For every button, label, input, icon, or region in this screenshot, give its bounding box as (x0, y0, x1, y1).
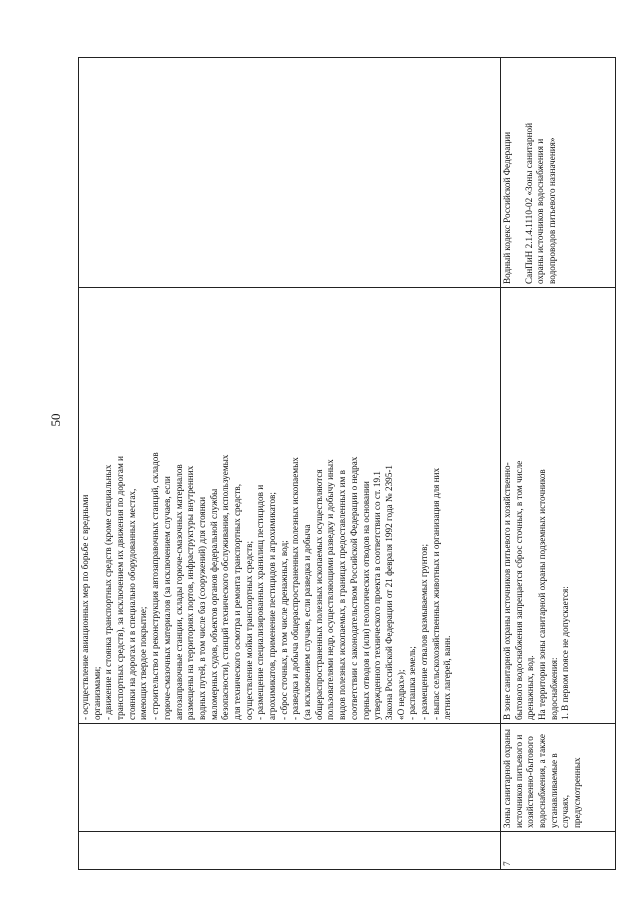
text-line: маломерных судов, объектов органов федеральной службы (208, 488, 219, 720)
regulation-table (78, 57, 616, 870)
text-line: для технического осмотра и ремонта транспортных средств, (231, 483, 242, 720)
text-line: водоснабжения: (548, 657, 559, 720)
text-line: охраны источников водоснабжения и (535, 138, 546, 284)
text-line: горюче-смазочных материалов (за исключением случаев, если (161, 476, 172, 720)
text-line: пользователями недр, осуществляющими разведку и добычу иных (325, 459, 336, 720)
text-line: На территории зоны санитарной охраны подземных источников (537, 469, 548, 720)
text-line: бытового водоснабжения запрещается сброс сточных, в том числе (513, 460, 524, 720)
text-line: утвержденного технического проекта в соответствии со ст. 19.1 (372, 471, 383, 720)
text-line: - осуществление авиационных мер по борьбе с вредными (80, 494, 90, 720)
zone-name-cell (79, 724, 501, 832)
text-line: размещены на территориях портов, инфраструктуры внутренних (185, 465, 196, 720)
restrictions-text-cell (79, 288, 501, 724)
text-line: горных отводов и (или) геологических отводов на основании (360, 481, 371, 720)
text-line: В зоне санитарной охраны источников питьевого и хозяйственно- (502, 462, 512, 720)
text-line: имеющих твердое покрытие; (138, 606, 149, 720)
text-line: Закона Российской Федерации от 21 февраля 1992 года № 2395-1 (383, 464, 394, 720)
text-line: водопроводов питьевого назначения» (547, 137, 558, 284)
text-line: транспортных средств), за исключением их движения по дорогам и (115, 456, 126, 720)
text-line: - выпас сельскохозяйственных животных и организация для них (430, 467, 441, 720)
text-line: - распашка земель; (407, 646, 418, 720)
text-line: агрохимикатов, применение пестицидов и агрохимикатов; (267, 492, 277, 720)
text-line: соответствии с законодательством Российской Федерации о недрах (348, 456, 359, 720)
text-line: Водный кодекс Российской Федерации (502, 131, 512, 284)
text-line: летних лагерей, ванн. (442, 635, 453, 720)
text-line: «О недрах»); (395, 669, 406, 720)
text-line: видов полезных ископаемых, в границах предоставленных им в (337, 470, 348, 720)
row-number-cell (79, 832, 501, 870)
text-line: общераспространенных полезных ископаемых осуществляются (313, 469, 324, 720)
text-line: осуществление мойки транспортных средств; (243, 541, 254, 720)
text-line: стоянки на дорогах и в специально оборудованных местах, (126, 488, 137, 720)
legal-basis-cell (79, 58, 501, 288)
text-line: - сброс сточных, в том числе дренажных, вод; (278, 540, 289, 720)
text-line: - размещение специализированных хранилищ пестицидов и (255, 484, 266, 720)
text-line: водоснабжения, а также (537, 734, 548, 828)
text-line: безопасности), станций технического обслуживания, используемых (220, 454, 231, 720)
text-line: случаях, предусмотренных (560, 757, 583, 828)
text-line: СанПиН 2.1.4.1110-02 «Зоны санитарной (523, 122, 534, 284)
text-line: - движение и стоянка транспортных средств (кроме специальных (103, 464, 114, 720)
text-line: автозаправочные станции, склады горюче-смазочных материалов (173, 464, 184, 720)
text-line: - размещение отвалов размываемых грунтов; (418, 544, 429, 720)
text-line: источников питьевого и (513, 734, 524, 828)
text-line: дренажных, вод. (525, 655, 536, 720)
text-line: Зоны санитарной охраны (502, 729, 512, 828)
text-line: (за исключением случаев, если разведка и добыча (302, 524, 313, 720)
row-number-cell: 7 (501, 832, 616, 870)
table-row (501, 58, 616, 870)
restrictions-text-cell (501, 288, 616, 724)
text-line: устанавливаемые в (548, 753, 559, 828)
legal-basis-cell (501, 58, 616, 288)
text-line: - строительство и реконструкция автозаправочных станций, складов (150, 452, 161, 720)
text-line (514, 61, 524, 284)
rotated-table-container (78, 58, 615, 870)
page-number: 50 (48, 413, 63, 427)
text-line: водных путей, в том числе баз (сооружений) для стоянки (196, 496, 207, 720)
text-line: хозяйственно-бытового (525, 736, 536, 828)
table-row (79, 58, 501, 870)
text-line: организмами; (91, 666, 102, 720)
text-line: - разведка и добыча общераспространенных полезных ископаемых (290, 457, 301, 720)
text-line: 1. В первом поясе не допускается: (560, 586, 571, 720)
zone-name-cell (501, 724, 616, 832)
